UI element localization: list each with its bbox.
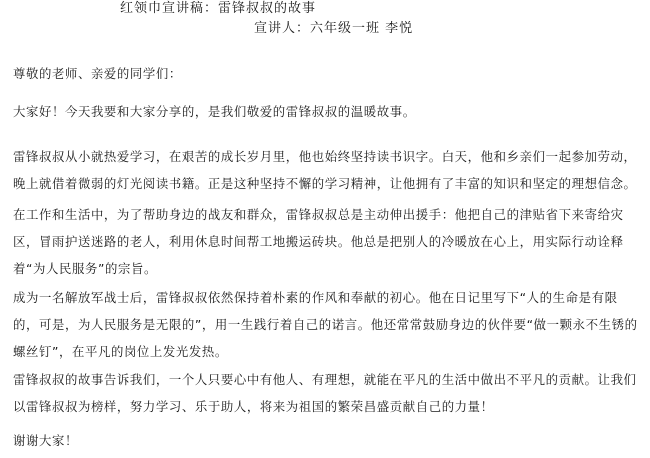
greeting: 尊敬的老师、亲爱的同学们： <box>13 66 182 81</box>
paragraph-study: 雷锋叔叔从小就热爱学习，在艰苦的成长岁月里，他也始终坚持读书识字。白天，他和乡亲们一起参加劳动，晚上就借着微弱的灯光阅读书籍。正是这种坚持不懈的学习精神，让他拥有了丰富的知识和坚定的理想信念。 <box>13 149 637 191</box>
paragraph-helping: 在工作和生活中，为了帮助身边的战友和群众，雷锋叔叔总是主动伸出援手：他把自己的津贴省下来寄给灾区，冒雨护送迷路的老人，利用休息时间帮工地搬运砖块。他总是把别人的冷暖放在心上，用实际行动诠释着“为人民服务”的宗旨。 <box>13 207 624 276</box>
document-title: 红领巾宣讲稿：雷锋叔叔的故事 <box>120 1 317 16</box>
paragraph-soldier: 成为一名解放军战士后，雷锋叔叔依然保持着朴素的作风和奉献的初心。他在日记里写下“人的生命是有限的，可是，为人民服务是无限的”，用一生践行着自己的诺言。他还常常鼓励身边的伙伴要“做一颗永不生锈的螺丝钉”，在平凡的岗位上发光发热。 <box>13 290 638 359</box>
paragraph-opening: 大家好！今天我要和大家分享的，是我们敬爱的雷锋叔叔的温暖故事。 <box>13 104 416 119</box>
speaker-line: 宣讲人：六年级一班 李悦 <box>254 21 414 36</box>
closing-thanks: 谢谢大家！ <box>13 433 78 448</box>
paragraph-lesson: 雷锋叔叔的故事告诉我们，一个人只要心中有他人、有理想，就能在平凡的生活中做出不平凡的贡献。让我们以雷锋叔叔为榜样，努力学习、乐于助人，将来为祖国的繁荣昌盛贡献自己的力量！ <box>13 372 637 414</box>
